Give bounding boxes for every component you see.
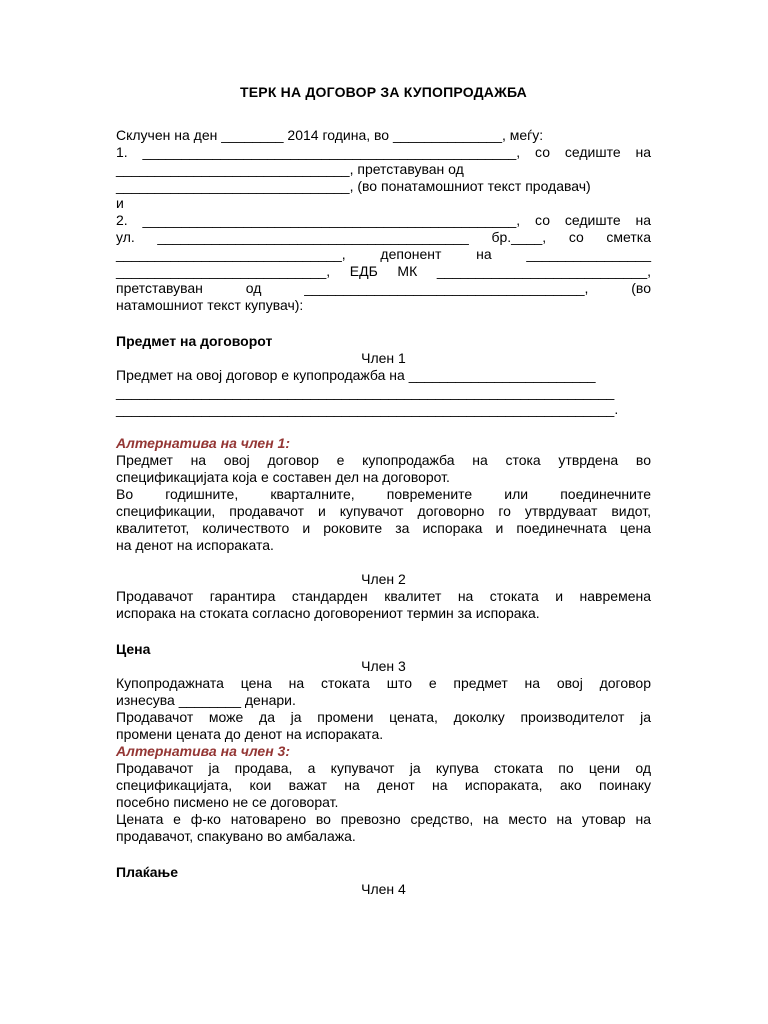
article-3-title: Член 3: [361, 658, 406, 674]
alternative-3-line: спецификацијата, кои важат на денот на испораката, ако поинаку: [116, 777, 651, 793]
article-3-line: Продавачот може да ја промени цената, доколку производителот ја: [116, 709, 651, 725]
document-body: [116, 84, 651, 898]
alternative-3-line: Цената е ф-ко натоварено во превозно средство, на место на утовар на: [116, 811, 651, 827]
article-2-line: испорака на стоката согласно договорениот термин за испорака.: [116, 605, 540, 621]
alternative-3-line: посебно писмено не се договорат.: [116, 794, 339, 810]
article-4-title: Член 4: [361, 881, 406, 897]
intro-line: натамошниот текст купувач):: [116, 297, 304, 313]
alternative-3-line: продавачот, спакувано во амбалажа.: [116, 828, 356, 844]
intro-line: _____________________________, депонент на ________________: [116, 246, 651, 262]
article-3-line: Купопродажната цена на стоката што е предмет на овој договор: [116, 675, 651, 691]
intro-line: ______________________________, претставуван од: [116, 161, 464, 177]
article-1-line: ________________________________________________________________: [116, 384, 615, 400]
document-title: ТЕРК НА ДОГОВОР ЗА КУПОПРОДАЖБА: [240, 84, 527, 100]
alternative-1-line: Предмет на овој договор е купопродажба на стока утврдена во: [116, 452, 651, 468]
section-heading-price: Цена: [116, 641, 151, 657]
section-heading-payment: Плаќање: [116, 864, 179, 880]
alternative-1-line: спецификацијата која е составен дел на договорот.: [116, 469, 450, 485]
article-1-title: Член 1: [361, 350, 406, 366]
alternative-1-line: Во годишните, кварталните, повремените или поединечните: [116, 486, 651, 502]
intro-line: и: [116, 195, 124, 211]
article-3-line: изнесува ________ денари.: [116, 692, 296, 708]
intro-line: 2. ________________________________________________, со седиште на: [116, 212, 651, 228]
alternative-3-line: Продавачот ја продава, а купувачот ја купува стоката по цени од: [116, 760, 651, 776]
alternative-3-label: Алтернатива на член 3:: [116, 743, 291, 759]
intro-line: 1. ________________________________________________, со седиште на: [116, 144, 651, 160]
article-1-line: ________________________________________________________________.: [116, 401, 619, 417]
article-3-line: промени цената до денот на испораката.: [116, 726, 384, 742]
alternative-1-line: спецификации, продавачот и купувачот договорно го утврдуваат видот,: [116, 503, 651, 519]
alternative-1-line: квалитетот, количеството и роковите за испорака и поединечната цена: [116, 520, 651, 536]
intro-line: Склучен на ден ________ 2014 година, во ______________, меѓу:: [116, 127, 544, 143]
intro-line: претставуван од ____________________________________, (во: [116, 280, 651, 296]
intro-line: ______________________________, (во понатамошниот текст продавач): [116, 178, 591, 194]
alternative-1-label: Алтернатива на член 1:: [116, 435, 291, 451]
article-2-line: Продавачот гарантира стандарден квалитет на стоката и навремена: [116, 588, 651, 604]
section-heading-subject: Предмет на договорот: [116, 333, 273, 349]
intro-line: ул. ________________________________________ бр.____, со сметка: [116, 229, 651, 245]
intro-block: [116, 127, 651, 314]
intro-line: ___________________________, ЕДБ МК ___________________________,: [116, 263, 651, 279]
article-2-title: Член 2: [361, 571, 406, 587]
article-1-line: Предмет на овој договор е купопродажба на ________________________: [116, 367, 596, 383]
alternative-1-line: на денот на испораката.: [116, 537, 274, 553]
